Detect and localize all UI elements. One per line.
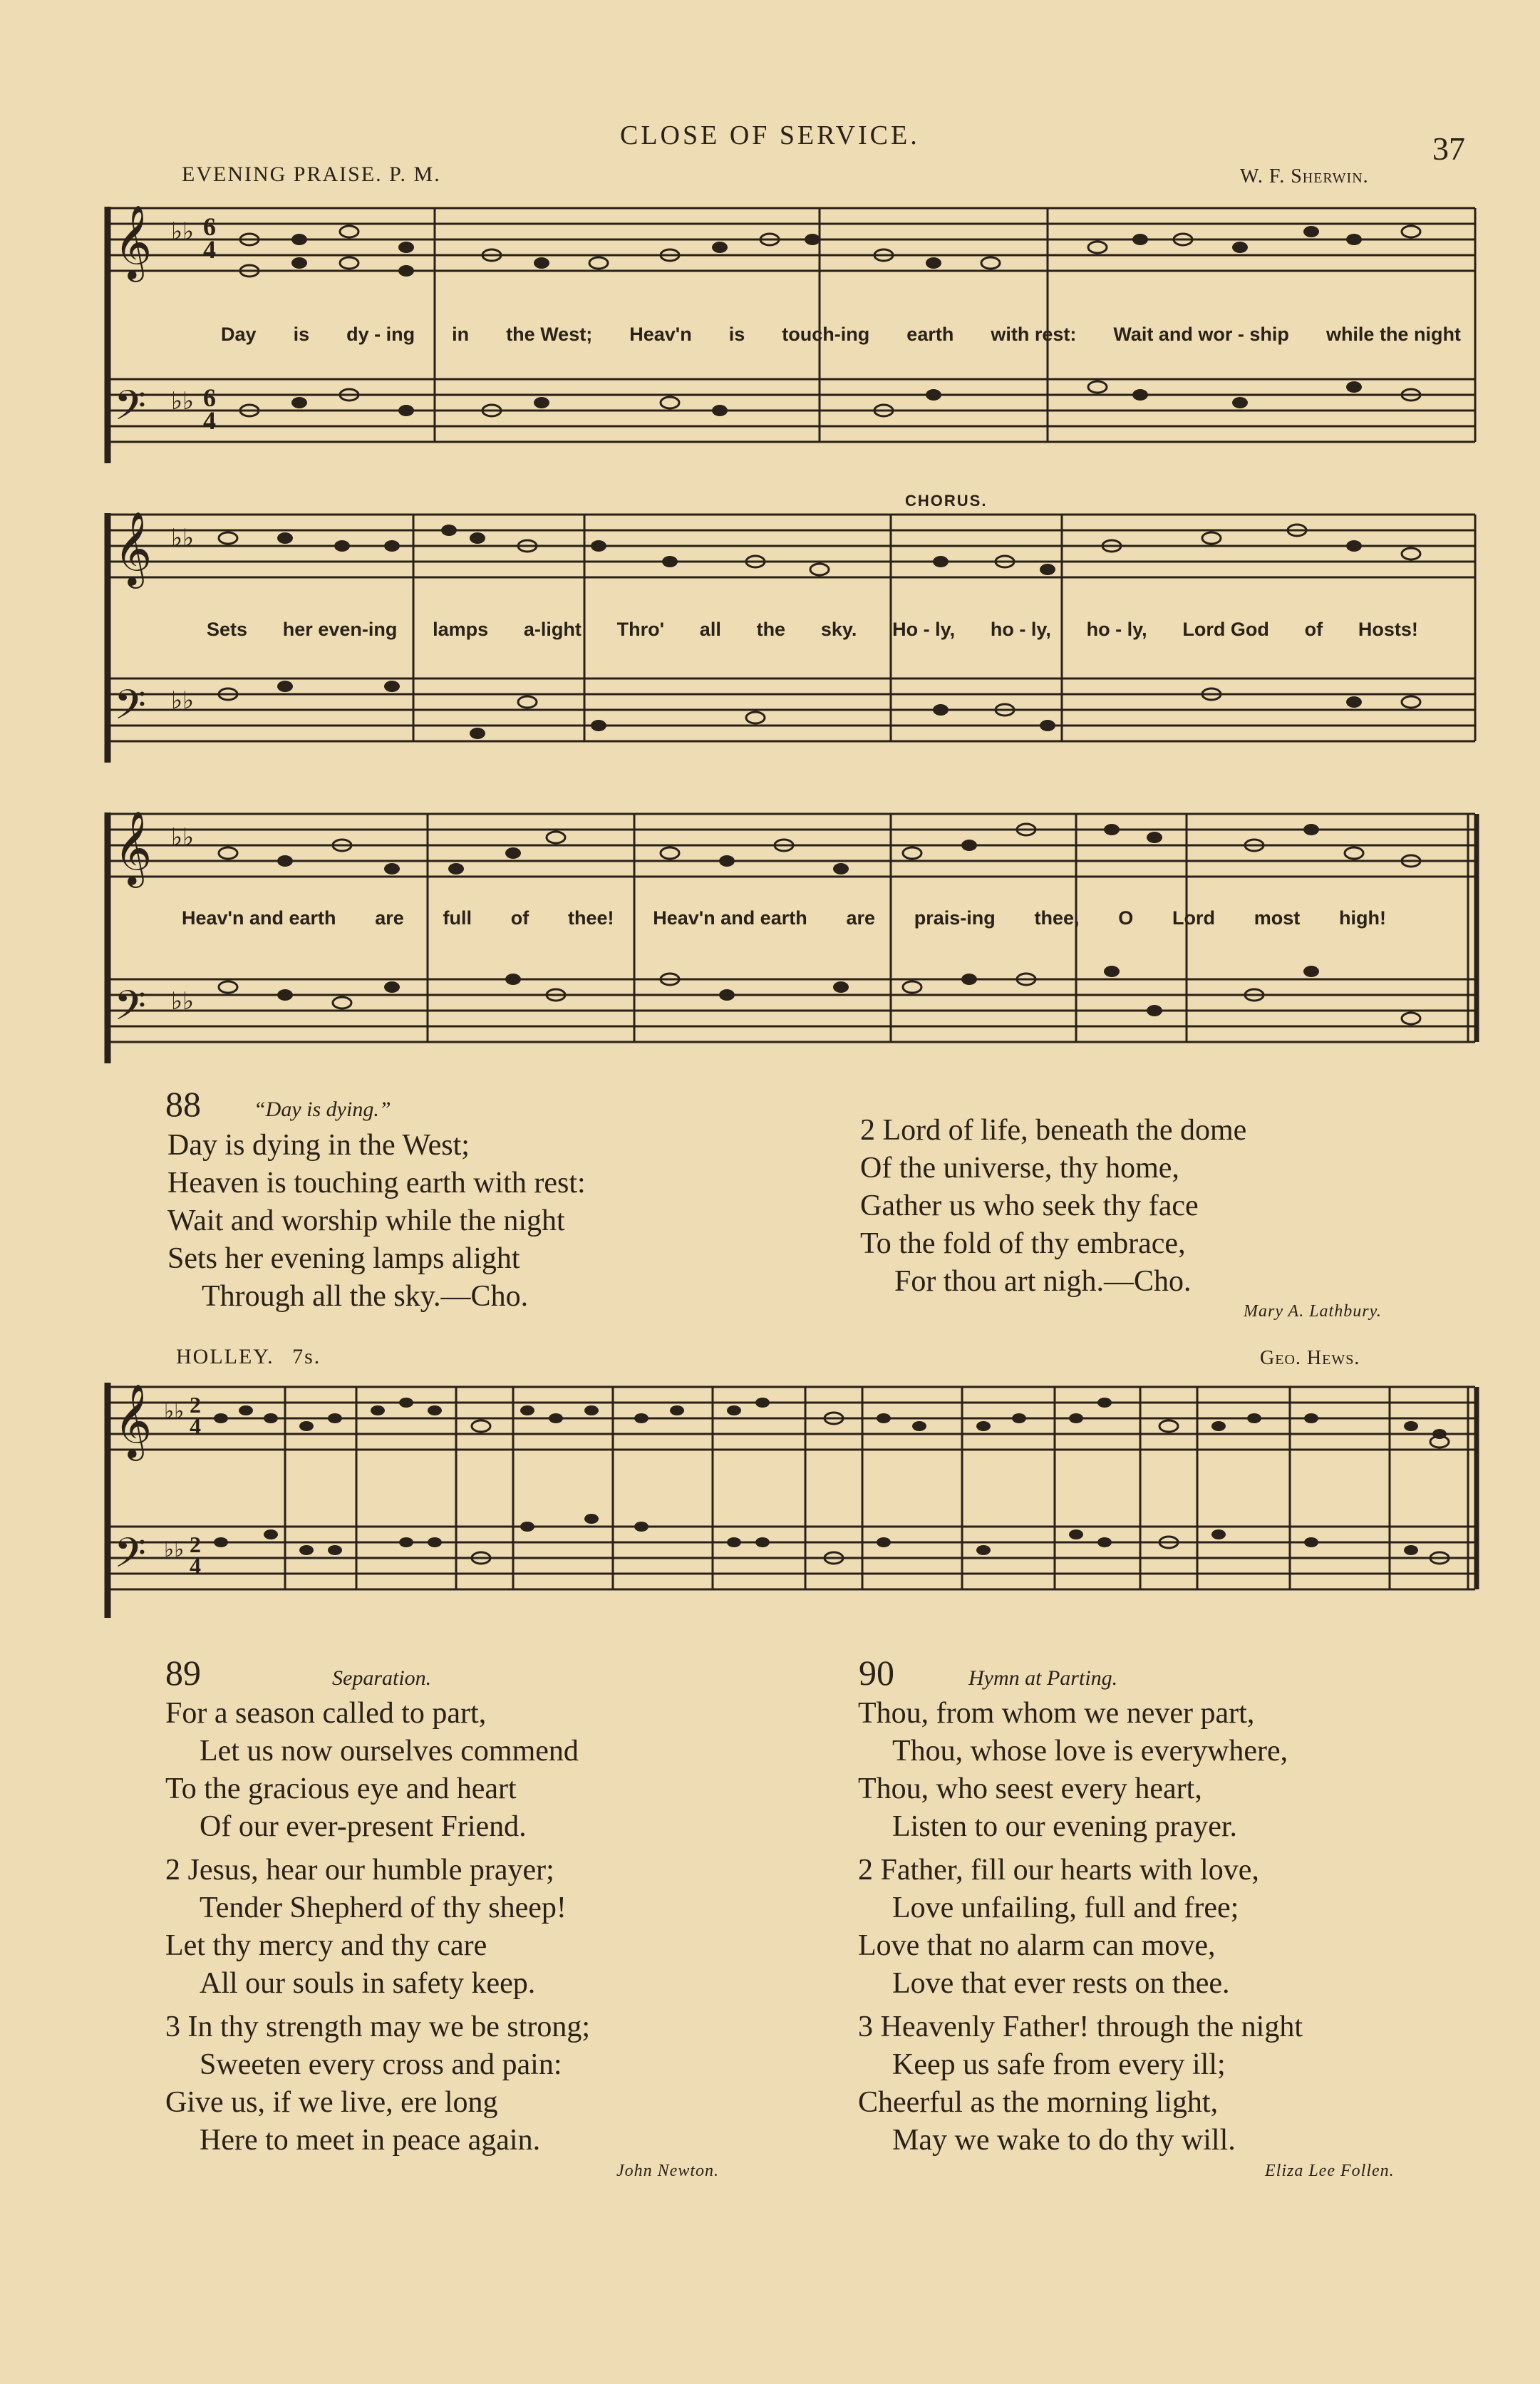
- verse-line: Love that ever rests on thee.: [892, 1967, 1230, 2000]
- lyric: high!: [1338, 907, 1386, 929]
- svg-text:𝄞: 𝄞: [114, 205, 153, 279]
- lyric-line-1: [221, 324, 1461, 346]
- lyric: while the night: [1325, 324, 1461, 345]
- tune-composer-2: Geo. Hews.: [1260, 1347, 1360, 1369]
- lyric: thee!: [567, 907, 614, 929]
- lyric: sky.: [820, 619, 857, 640]
- verse-line: All our souls in safety keep.: [200, 1967, 536, 2000]
- lyric: O: [1118, 907, 1134, 929]
- lyric: with rest:: [991, 324, 1077, 345]
- verse-line: Give us, if we live, ere long: [165, 2086, 498, 2119]
- verse-line: Here to meet in peace again.: [200, 2124, 541, 2157]
- lyric: in: [452, 324, 470, 345]
- verse-line: For a season called to part,: [165, 1697, 487, 1730]
- svg-text:♭♭: ♭♭: [171, 525, 195, 552]
- verse-line: 3 Heavenly Father! through the night: [858, 2011, 1303, 2043]
- lyric: Day: [221, 324, 257, 345]
- svg-text:♭♭: ♭♭: [171, 219, 195, 245]
- lyric-line-2: [207, 619, 1418, 641]
- lyric: of: [510, 907, 529, 929]
- hymn-subtitle: “Day is dying.”: [254, 1098, 391, 1121]
- svg-text:4: 4: [190, 1553, 201, 1579]
- hymn-88-author: Mary A. Lathbury.: [1244, 1302, 1382, 1321]
- lyric: the West;: [506, 324, 593, 345]
- svg-text:♭♭: ♭♭: [164, 1538, 185, 1562]
- tune-meter: 7s.: [292, 1345, 321, 1368]
- hymn-88: [165, 1083, 391, 1125]
- tune-title: EVENING PRAISE.: [182, 162, 383, 186]
- lyric: touch-ing: [782, 324, 870, 345]
- svg-text:𝄞: 𝄞: [114, 810, 153, 885]
- lyric: Sets: [207, 619, 248, 640]
- verse-line: Thou, from whom we never part,: [858, 1697, 1255, 1730]
- lyric: thee,: [1034, 907, 1080, 929]
- lyric: lamps: [433, 619, 489, 640]
- verse-line: Through all the sky.—Cho.: [202, 1280, 529, 1313]
- lyric: Heav'n and earth: [653, 907, 807, 929]
- svg-text:♭♭: ♭♭: [171, 388, 195, 415]
- lyric: Hosts!: [1358, 619, 1418, 640]
- svg-text:♭♭: ♭♭: [171, 688, 195, 714]
- lyric: Thro': [616, 619, 665, 640]
- music-system-3: [100, 798, 1482, 1083]
- tune-composer: W. F. Sherwin.: [1240, 165, 1369, 187]
- lyric: Lord God: [1182, 619, 1269, 640]
- verse-line: 2 Lord of life, beneath the dome: [860, 1114, 1247, 1147]
- svg-text:6: 6: [203, 383, 216, 412]
- hymn-number: 88: [165, 1084, 201, 1124]
- verse-line: Sets her evening lamps alight: [167, 1242, 520, 1275]
- svg-text:𝄞: 𝄞: [114, 511, 153, 586]
- page-number: 37: [1432, 130, 1465, 167]
- svg-text:𝄢: 𝄢: [114, 981, 147, 1040]
- svg-text:4: 4: [190, 1413, 201, 1439]
- verse-line: 3 In thy strength may we be strong;: [165, 2011, 591, 2043]
- verse-line: Thou, who seest every heart,: [858, 1772, 1202, 1805]
- tune-name: [182, 162, 441, 187]
- verse-line: Heaven is touching earth with rest:: [167, 1167, 586, 1199]
- staff-system: [100, 798, 1482, 1083]
- svg-text:♭♭: ♭♭: [171, 989, 195, 1015]
- lyric: is: [728, 324, 745, 345]
- lyric: Lord: [1172, 907, 1215, 929]
- verse-line: Let us now ourselves commend: [200, 1735, 579, 1768]
- tune-name-2: [176, 1345, 321, 1369]
- lyric: are: [375, 907, 404, 929]
- lyric: are: [846, 907, 875, 929]
- tune-meter: P. M.: [389, 162, 441, 186]
- lyric: ho - ly,: [990, 619, 1051, 640]
- lyric: earth: [906, 324, 954, 345]
- lyric: of: [1304, 619, 1323, 640]
- verse-line: 2 Jesus, hear our humble prayer;: [165, 1854, 554, 1887]
- lyric-line-3: [182, 907, 1386, 929]
- svg-text:𝄢: 𝄢: [114, 1529, 147, 1587]
- svg-text:𝄢: 𝄢: [114, 681, 147, 739]
- verse-line: Sweeten every cross and pain:: [200, 2048, 562, 2081]
- lyric: prais-ing: [914, 907, 996, 929]
- verse-line: Day is dying in the West;: [167, 1129, 470, 1162]
- svg-text:𝄞: 𝄞: [114, 1383, 153, 1458]
- chorus-label: CHORUS.: [905, 492, 988, 510]
- verse-line: Gather us who seek thy face: [860, 1190, 1199, 1222]
- verse-line: For thou art nigh.—Cho.: [894, 1265, 1192, 1298]
- hymn-number: 90: [859, 1653, 894, 1693]
- lyric: Ho - ly,: [892, 619, 956, 640]
- hymn-subtitle: Hymn at Parting.: [968, 1666, 1118, 1690]
- verse-line: Love unfailing, full and free;: [892, 1892, 1239, 1924]
- lyric: her even-ing: [282, 619, 398, 640]
- lyric: a-light: [523, 619, 582, 640]
- hymn-90: [859, 1652, 1117, 1693]
- lyric: most: [1254, 907, 1301, 929]
- staff-system: [100, 1368, 1482, 1625]
- svg-text:4: 4: [203, 235, 216, 264]
- verse-line: Wait and worship while the night: [167, 1204, 565, 1237]
- lyric: ho - ly,: [1086, 619, 1147, 640]
- svg-text:4: 4: [203, 406, 216, 435]
- hymn-90-author: Eliza Lee Follen.: [1265, 2162, 1395, 2180]
- verse-line: Let thy mercy and thy care: [165, 1929, 487, 1962]
- section-title: CLOSE OF SERVICE.: [620, 120, 920, 150]
- verse-line: To the gracious eye and heart: [165, 1772, 517, 1805]
- hymn-89: [165, 1652, 431, 1693]
- lyric: full: [443, 907, 472, 929]
- lyric: the: [756, 619, 786, 640]
- verse-line: 2 Father, fill our hearts with love,: [858, 1854, 1259, 1887]
- hymn-88-verse-1: [167, 1127, 586, 1316]
- lyric: Wait and wor - ship: [1113, 324, 1289, 345]
- hymn-90-verses: [858, 1695, 1303, 2159]
- hymn-88-verse-2: [860, 1112, 1246, 1301]
- svg-text:2: 2: [190, 1392, 201, 1418]
- verse-line: Of the universe, thy home,: [860, 1152, 1179, 1185]
- svg-text:𝄢: 𝄢: [114, 381, 147, 440]
- lyric: is: [293, 324, 310, 345]
- lyric: Heav'n and earth: [182, 907, 336, 929]
- verse-line: Thou, whose love is everywhere,: [892, 1735, 1288, 1768]
- lyric: dy - ing: [346, 324, 415, 345]
- lyric: all: [699, 619, 721, 640]
- svg-text:2: 2: [190, 1532, 201, 1557]
- verse-line: Tender Shepherd of thy sheep!: [200, 1892, 567, 1924]
- hymn-89-author: John Newton.: [616, 2162, 719, 2180]
- hymn-89-verses: [165, 1695, 590, 2159]
- verse-line: Keep us safe from every ill;: [892, 2048, 1226, 2081]
- hymn-subtitle: Separation.: [332, 1666, 432, 1690]
- tune-title: HOLLEY.: [176, 1345, 274, 1368]
- lyric: Heav'n: [629, 324, 692, 345]
- verse-line: May we wake to do thy will.: [892, 2124, 1236, 2157]
- verse-line: To the fold of thy embrace,: [860, 1227, 1186, 1260]
- svg-text:♭♭: ♭♭: [164, 1400, 185, 1423]
- verse-line: Cheerful as the morning light,: [858, 2086, 1219, 2119]
- verse-line: Of our ever-present Friend.: [200, 1810, 527, 1843]
- verse-line: Listen to our evening prayer.: [892, 1810, 1238, 1843]
- verse-line: Love that no alarm can move,: [858, 1929, 1216, 1962]
- svg-text:♭♭: ♭♭: [171, 825, 195, 851]
- svg-text:6: 6: [203, 212, 216, 241]
- music-system-4: [100, 1368, 1482, 1625]
- hymn-number: 89: [165, 1653, 201, 1693]
